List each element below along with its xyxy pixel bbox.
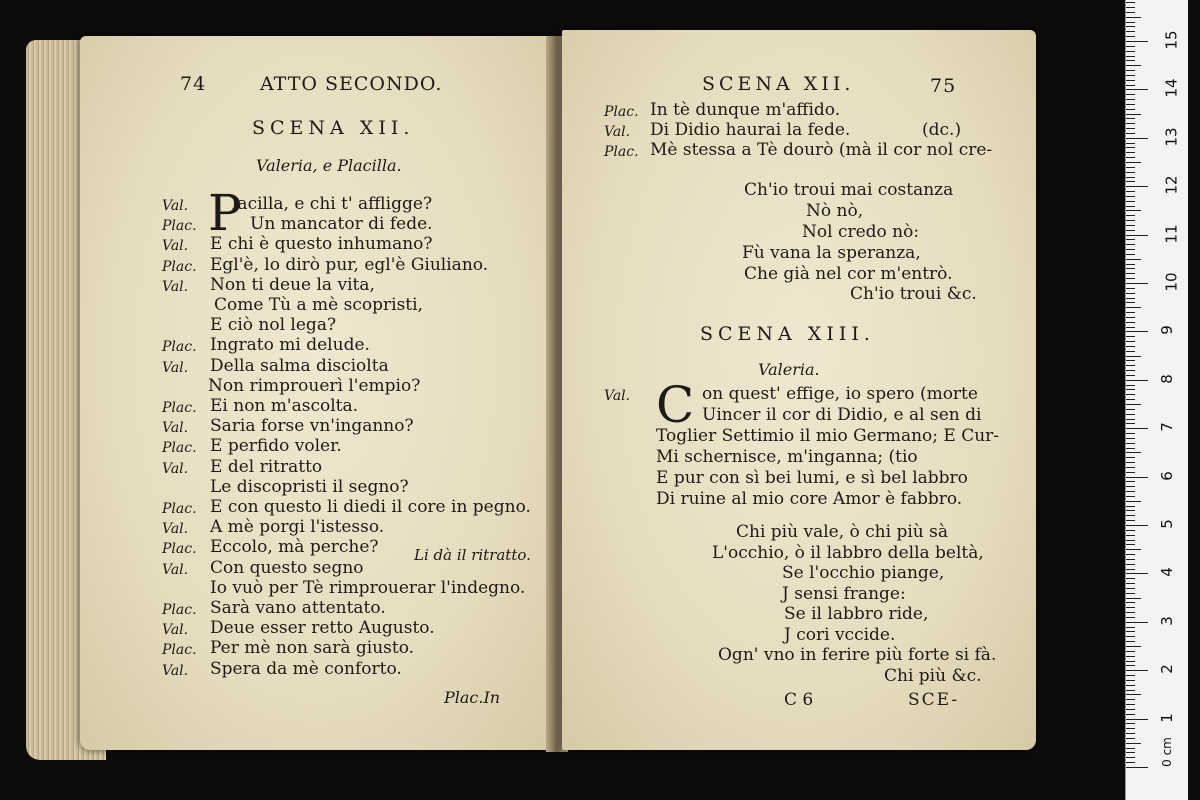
speaker-label: Val. [162,662,189,679]
ruler-tick [1126,404,1141,405]
ruler-number: 11 [1162,224,1181,244]
ruler-tick [1126,220,1135,221]
dialogue-line: Io vuò per Tè rimprouerar l'indegno. [210,577,526,598]
ruler-tick [1126,627,1135,628]
ruler-tick [1126,636,1135,637]
speaker-label: Val. [604,124,631,140]
ruler-tick [1126,215,1135,216]
ruler-tick [1126,298,1135,299]
speaker-label: Val. [162,198,189,214]
ruler-tick [1126,554,1135,555]
ruler-tick [1126,210,1141,211]
ruler-tick [1126,419,1135,420]
ruler-tick [1126,481,1135,482]
ruler-tick [1126,196,1135,197]
ruler-tick [1126,89,1148,90]
drop-cap: P [208,184,242,242]
ruler-tick [1126,448,1135,449]
page-number: 75 [930,75,957,97]
ruler-number: 6 [1157,470,1176,481]
ruler-tick [1126,307,1141,308]
monologue-line: Mi schernisce, m'inganna; (tio [656,447,918,467]
ruler-tick [1126,302,1135,303]
dialogue-line: Deue esser retto Augusto. [210,618,435,639]
signature-mark: C 6 [784,690,814,710]
ruler-tick [1126,602,1135,603]
aria-refrain: Ch'io troui &c. [850,284,977,304]
speaker-label: Plac. [162,400,197,416]
ruler-tick [1126,162,1141,163]
ruler-tick [1126,80,1135,81]
ruler-tick [1126,65,1141,66]
speaker-label: Val. [604,388,631,404]
ruler-tick [1126,341,1135,342]
speaker-label: Plac. [604,104,639,120]
ruler-tick [1126,656,1135,657]
ruler-tick [1126,235,1148,236]
dialogue-line: Non ti deue la vita, [210,274,375,295]
ruler-tick [1126,462,1135,463]
ruler-tick [1126,75,1135,76]
exit-note: (dc.) [922,120,962,140]
ruler-tick [1126,278,1135,279]
ruler-tick [1126,452,1141,453]
speaker-label: Plac. [162,258,197,275]
ruler-tick [1126,331,1148,332]
dialogue-line: Spera da mè conforto. [210,658,402,679]
ruler-tick [1126,167,1135,168]
ruler-tick [1126,438,1135,439]
ruler-tick [1126,578,1135,579]
ruler-tick [1126,714,1135,715]
ruler-number: 0 cm [1159,737,1174,767]
dialogue-line: E del ritratto [210,456,323,477]
catchword: Plac.In [444,688,501,707]
ruler-tick [1126,123,1135,124]
ruler-tick [1126,569,1135,570]
dialogue-line: Mè stessa a Tè dourò (mà il cor nol cre- [650,140,993,160]
ruler-tick [1126,685,1135,686]
ruler-number: 14 [1162,78,1181,98]
ruler-tick [1126,733,1135,734]
speaker-label: Val. [162,420,189,437]
ruler-tick [1126,94,1135,95]
verse-line: L'occhio, ò il labbro della beltà, [712,542,984,563]
speaker-label: Plac. [162,218,197,235]
ruler-tick [1126,690,1135,691]
ruler-tick [1126,559,1135,560]
ruler-tick [1126,409,1135,410]
ruler-tick [1126,60,1135,61]
dialogue-line: Non rimprouerì l'empio? [208,375,421,396]
dialogue-line: Ei non m'ascolta. [210,396,359,416]
dialogue-line: Sarà vano attentato. [210,598,386,618]
ruler-tick [1126,670,1148,671]
ruler-tick [1126,133,1135,134]
ruler-tick [1126,593,1135,594]
speaker-label: Plac. [162,440,197,457]
ruler-tick [1126,70,1135,71]
verse-line: Ch'io troui mai costanza [744,180,954,200]
ruler-tick [1126,540,1135,541]
ruler-tick [1126,41,1148,42]
ruler-tick [1126,128,1135,129]
ruler-tick [1126,661,1135,662]
ruler-tick [1126,273,1135,274]
ruler-tick [1126,428,1148,429]
ruler-tick [1126,109,1135,110]
ruler-tick [1126,728,1135,729]
ruler-tick [1126,254,1135,255]
ruler-tick [1126,327,1135,328]
ruler-tick [1126,2,1135,3]
speaker-label: Plac. [604,144,639,160]
ruler-tick [1126,617,1135,618]
ruler-number: 3 [1157,616,1176,626]
ruler-tick [1126,312,1135,313]
ruler-tick [1126,31,1135,32]
speaker-label: Val. [162,460,189,477]
dialogue-line: E ciò nol lega? [210,315,337,336]
ruler-tick [1126,748,1135,749]
ruler-tick [1126,573,1148,574]
scene-characters: Valeria, e Placilla. [256,156,402,175]
dialogue-line: E perfido voler. [210,436,342,457]
ruler-tick [1126,317,1135,318]
measuring-ruler [1125,0,1188,800]
ruler-tick [1126,385,1135,386]
ruler-tick [1126,147,1135,148]
ruler-tick [1126,399,1135,400]
ruler-tick [1126,322,1135,323]
verse-line: Nol credo nò: [802,222,920,242]
ruler-tick [1126,535,1135,536]
dialogue-line: E con questo li diedi il core in pegno. [210,497,531,517]
monologue-line: Toglier Settimio il mio Germano; E Cur- [656,426,1000,446]
ruler-tick [1126,767,1148,768]
ruler-tick [1126,85,1135,86]
ruler-tick [1126,467,1135,468]
ruler-tick [1126,598,1141,599]
ruler-tick [1126,104,1135,105]
ruler-tick [1126,201,1135,202]
ruler-number: 7 [1157,422,1176,432]
dialogue-line: A mè porgi l'istesso. [210,517,385,538]
ruler-tick [1126,230,1135,231]
ruler-tick [1126,293,1135,294]
verse-line: J sensi frange: [782,583,906,604]
ruler-tick [1126,752,1135,753]
running-head: ATTO SECONDO. [260,73,443,95]
scene-title: SCENA XII. [252,117,415,139]
ruler-tick [1126,704,1135,705]
ruler-tick [1126,225,1135,226]
ruler-tick [1126,486,1135,487]
verse-line: Se l'occhio piange, [782,563,945,583]
dialogue-line: lacilla, e chi t' affligge? [232,194,433,214]
ruler-number: 9 [1157,325,1176,336]
ruler-tick [1126,719,1148,720]
dialogue-line: Con questo segno [210,557,364,578]
ruler-tick [1126,694,1141,695]
ruler-tick [1126,762,1135,763]
running-head: SCENA XII. [702,73,855,95]
ruler-tick [1126,496,1135,497]
ruler-tick [1126,699,1135,700]
ruler-tick [1126,612,1135,613]
verse-line: Nò nò, [806,201,864,221]
ruler-tick [1126,51,1135,52]
ruler-tick [1126,114,1141,115]
ruler-tick [1126,491,1135,492]
ruler-tick [1126,7,1135,8]
ruler-tick [1126,743,1141,744]
ruler-tick [1126,583,1135,584]
ruler-tick [1126,723,1135,724]
ruler-tick [1126,501,1141,502]
verse-line: Fù vana la speranza, [742,243,921,263]
monologue-line: Uincer il cor di Didio, e al sen di [702,405,982,425]
ruler-tick [1126,389,1135,390]
speaker-label: Val. [162,278,189,295]
ruler-tick [1126,631,1135,632]
ruler-number: 4 [1157,567,1176,578]
ruler-tick [1126,239,1135,240]
ruler-tick [1126,564,1135,565]
ruler-tick [1126,177,1135,178]
ruler-tick [1126,544,1135,545]
ruler-tick [1126,607,1135,608]
ruler-number [1163,0,1181,1]
ruler-tick [1126,356,1141,357]
ruler-tick [1126,264,1135,265]
ruler-tick [1126,152,1135,153]
dialogue-line: Di Didio haurai la fede. [650,120,851,140]
verse-line: Chi più vale, ò chi più sà [736,522,948,542]
verse-line: Ogn' vno in ferire più forte si fà. [718,645,997,665]
ruler-tick [1126,472,1135,473]
scene-title: SCENA XIII. [700,323,875,345]
ruler-tick [1126,549,1141,550]
aria-refrain: Chi più &c. [884,666,982,686]
ruler-tick [1126,186,1148,187]
ruler-tick [1126,22,1135,23]
ruler-tick [1126,588,1135,589]
ruler-tick [1126,259,1141,260]
ruler-number: 2 [1157,664,1176,674]
ruler-tick [1126,36,1135,37]
ruler-tick [1126,394,1135,395]
ruler-tick [1126,370,1135,371]
ruler-tick [1126,138,1148,139]
ruler-tick [1126,346,1135,347]
speaker-label: Val. [162,521,189,538]
dialogue-line: Della salma disciolta [210,355,389,376]
ruler-tick [1126,46,1135,47]
speaker-label: Plac. [162,339,197,356]
ruler-tick [1126,423,1135,424]
monologue-line: on quest' effige, io spero (morte [702,384,978,404]
speaker-label: Plac. [162,602,197,618]
speaker-label: Val. [162,561,189,578]
ruler-tick [1126,181,1135,182]
ruler-tick [1126,525,1148,526]
ruler-tick [1126,757,1135,758]
drop-cap: C [656,376,695,434]
dialogue-line: Come Tù a mè scopristi, [214,295,423,315]
ruler-tick [1126,268,1135,269]
page-number: 74 [180,73,207,95]
ruler-tick [1126,249,1135,250]
ruler-tick [1126,477,1148,478]
ruler-tick [1126,143,1135,144]
ruler-tick [1126,675,1135,676]
ruler-tick [1126,646,1141,647]
ruler-tick [1126,414,1135,415]
ruler-tick [1126,244,1135,245]
ruler-tick [1126,443,1135,444]
verse-line: J cori vccide. [784,624,896,645]
dialogue-line: Egl'è, lo dirò pur, egl'è Giuliano. [210,254,489,275]
ruler-tick [1126,622,1148,623]
catchword: SCE- [908,690,960,710]
dialogue-line: Un mancator di fede. [250,214,433,235]
dialogue-line: Eccolo, mà perche? [210,537,379,558]
ruler-tick [1126,12,1135,13]
dialogue-line: E chi è questo inhumano? [210,234,433,255]
ruler-tick [1126,157,1135,158]
ruler-tick [1126,118,1135,119]
ruler-tick [1126,99,1135,100]
verse-line: Se il labbro ride, [784,604,929,624]
ruler-tick [1126,709,1135,710]
ruler-tick [1126,172,1135,173]
ruler-tick [1126,336,1135,337]
ruler-tick [1126,651,1135,652]
ruler-tick [1126,365,1135,366]
ruler-tick [1126,515,1135,516]
dialogue-line: In tè dunque m'affido. [650,100,841,120]
ruler-tick [1126,433,1135,434]
ruler-number: 5 [1157,519,1176,529]
stage-direction: Li dà il ritratto. [414,546,531,564]
ruler-tick [1126,380,1148,381]
ruler-tick [1126,56,1135,57]
ruler-number: 1 [1157,712,1176,723]
speaker-label: Val. [162,238,189,255]
ruler-tick [1126,360,1135,361]
dialogue-line: Ingrato mi delude. [210,335,370,356]
dialogue-line: Le discopristi il segno? [210,476,409,497]
ruler-number: 12 [1162,175,1181,195]
ruler-tick [1126,520,1135,521]
ruler-tick [1126,351,1135,352]
ruler-tick [1126,530,1135,531]
speaker-label: Plac. [162,541,197,558]
ruler-tick [1126,738,1135,739]
ruler-tick [1126,17,1141,18]
ruler-tick [1126,641,1135,642]
ruler-tick [1126,665,1135,666]
dialogue-line: Per mè non sarà giusto. [210,638,415,659]
speaker-label: Val. [162,622,189,639]
ruler-tick [1126,510,1135,511]
ruler-number: 8 [1157,374,1176,384]
speaker-label: Val. [162,359,189,376]
ruler-tick [1126,26,1135,27]
ruler-tick [1126,206,1135,207]
ruler-tick [1126,283,1148,284]
ruler-tick [1126,457,1135,458]
speaker-label: Plac. [162,642,197,659]
ruler-tick [1126,506,1135,507]
monologue-line: E pur con sì bei lumi, e sì bel labbro [656,468,968,488]
ruler-tick [1126,288,1135,289]
ruler-tick [1126,375,1135,376]
speaker-label: Plac. [162,501,197,517]
dialogue-line: Saria forse vn'inganno? [210,416,414,437]
ruler-tick [1126,680,1135,681]
verse-line: Che già nel cor m'entrò. [744,264,953,284]
ruler-tick [1126,191,1135,192]
monologue-line: Di ruine al mio core Amor è fabbro. [656,489,963,509]
ruler-number: 13 [1162,127,1181,147]
ruler-number: 15 [1162,30,1181,50]
left-page [80,36,552,750]
right-page [562,30,1036,750]
ruler-number: 10 [1162,272,1181,292]
scene-characters: Valeria. [758,360,820,379]
